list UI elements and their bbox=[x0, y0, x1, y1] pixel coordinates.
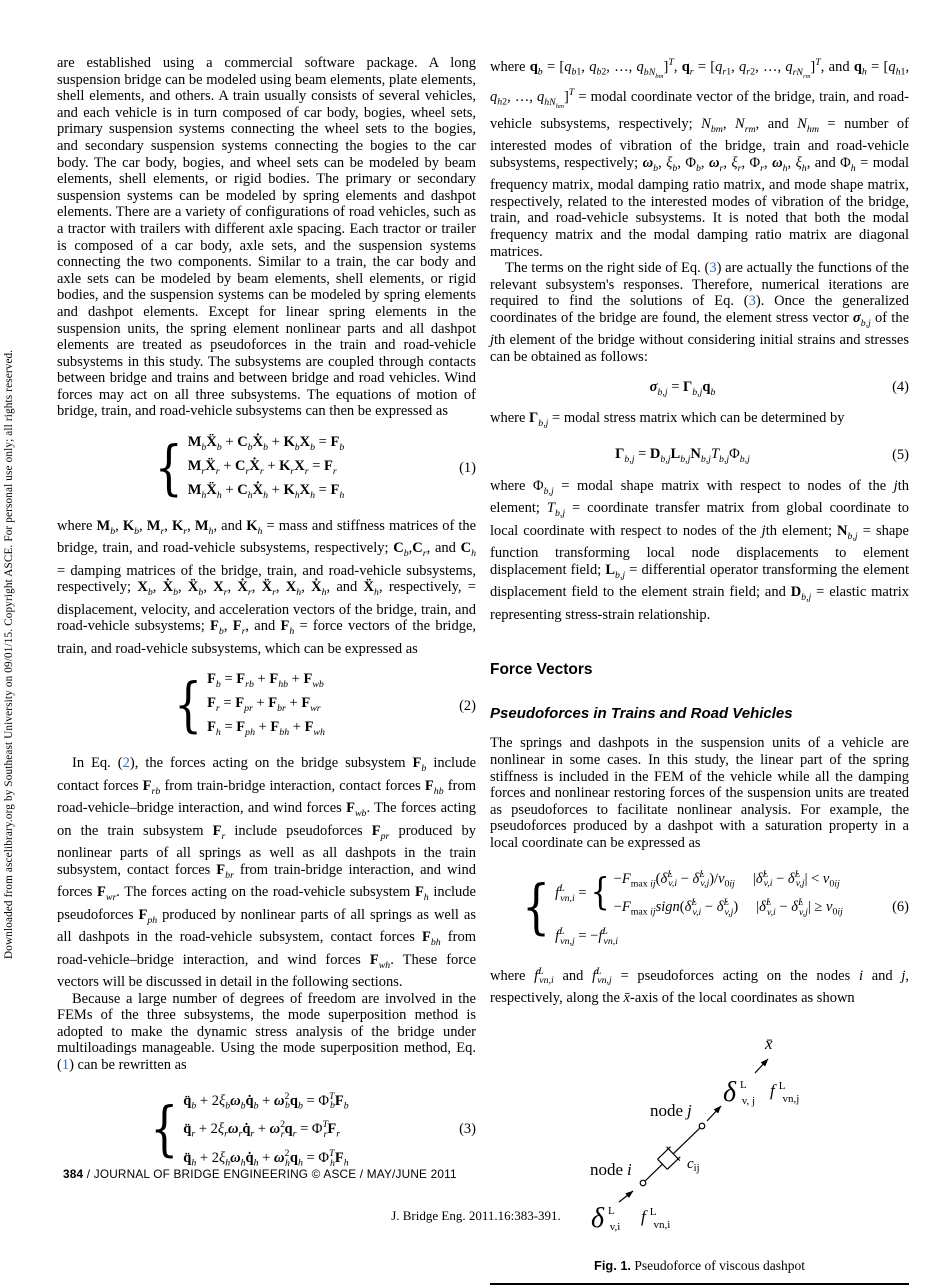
running-footer bbox=[63, 1167, 457, 1181]
equation-number: (5) bbox=[892, 446, 909, 463]
paragraph: The springs and dashpots in the suspension units of a vehicle are nonlinear in some cases. In this study, the linear part of the spring stiffness is included in the FEM of the vehicle while all the damping forces and nonlinear restoring forces of the suspension units are treated as pseudoforces to facilitate nonlinear analysis. For example, the pseudoforces produced by a dashpot with a saturation property in a local coordinate can be expressed as bbox=[490, 735, 909, 851]
equation-condition: |δ̇$^L_{v,i}$ − δ̇$^L_{v,j}$| < $\nu_{0ij}$ bbox=[752, 868, 840, 890]
equation-line: $M_rẌ_r$ + $C_rẊ_r + K_rX_r = F_r$ bbox=[187, 457, 337, 477]
equation-number: (3) bbox=[459, 1121, 476, 1138]
equation-line: $f^L_{vn,j} = -f^L_{vn,i}$ bbox=[555, 926, 618, 947]
section-heading: Force Vectors bbox=[490, 661, 593, 679]
left-column bbox=[57, 55, 476, 1285]
equation-condition: |δ̇$^L_{v,i}$ − δ̇$^L_{v,j}$| ≥ $\nu_{0ij}$ bbox=[756, 897, 843, 919]
equation-5 bbox=[490, 446, 909, 465]
dashpot-element bbox=[634, 1117, 710, 1192]
right-column bbox=[490, 55, 909, 1285]
paragraph: are established using a commercial software package. A long suspension bridge can be modeled using beam elements, plate elements, shell elements, and others. A train usually consists of several vehicles, and each vehicle is in turn composed of car body, bogies, wheel sets, primary suspension systems connecting the wheel sets to the bogies, and secondary suspension systems connecting the bogies to the car body. The car body, bogies, and wheel sets can be modeled by beam elements, shell elements, or rigid bodies. The primary or secondary suspension systems can be modeled by spring elements and dashpot elements. There are a variety of configurations of road vehicles, such as a tractor with trailers with different axle spacing. Each tractor or trailer is composed of a car body, axle sets, and the suspension systems connecting the two components. Similar to a train, the car body and axle sets can be modeled by beam elements, shell elements, or rigid bodies, and the suspension systems can be modeled by spring elements and dashpot elements. Except for linear spring elements in the suspension units, the spring element nonlinear parts and all dashpot elements are treated as pseudoforces in the train and road-vehicle subsystems in this study. The subsystems are coupled through contacts between bridge and trains and between bridge and road vehicles. Wind forces may act on all three subsystems. The equations of motion of bridge, train, and road-vehicle subsystems can then be expressed as bbox=[57, 55, 476, 420]
equation-4 bbox=[490, 379, 909, 398]
left-brace: { bbox=[174, 671, 203, 741]
f-vni-label: f $^L$ vn,i bbox=[640, 1205, 670, 1231]
equation-3 bbox=[57, 1087, 476, 1173]
equation-line: $f^L_{vn,i}$ = bbox=[555, 882, 587, 904]
paragraph: In Eq. (2), the forces acting on the bridge subsystem $F_b$ include contact forces $F_{rb}$ from train-bridge interaction, contact forces $F_{hb}$ from road-vehicle–bridge interaction, and wind forces $F_{wb}$. The forces acting on the train subsystem $F_r$ include pseudoforces $F_{pr}$ produced by nonlinear parts of all springs as well as all dashpots in the train subsystem, contact forces $F_{br}$ from train-bridge interaction, and wind forces $F_{wr}$. The forces acting on the road-vehicle subsystem $F_h$ include pseudoforces $F_{ph}$ produced by nonlinear parts of all springs as well as all dashpots in the road-vehicle subsystem, contact forces $F_{bh}$ from road-vehicle–bridge interaction, and wind forces $F_{wh}$. These force vectors will be discussed in detail in the following sections. bbox=[57, 755, 477, 991]
figure-caption-text: Pseudoforce of viscous dashpot bbox=[634, 1257, 805, 1273]
paragraph: The terms on the right side of Eq. (3) are actually the functions of the relevant subsystem's responses. Therefore, numerical iterations are required to find the solutions of Eq. (3). Once the generalized coordinates of the bridge are found, the element stress vector $\sigma_{b,j}$ of the jth element of the bridge without considering initial strains and stresses can be obtained as follows: bbox=[490, 260, 910, 365]
equation-line: $\Gamma_{b,j} = D_{b,j}L_{b,j}N_{b,j}T_{b,j}\Phi_{b,j}$ bbox=[615, 445, 750, 465]
paragraph: where $M_b$, $K_b$, $M_r$, $K_r$, $M_h$, and $K_h$ = mass and stiffness matrices of the bridge, train, and road-vehicle subsystems, respectively; $C_b,C_r$, and $C_h$ = damping matrices of the bridge, train, and road-vehicle subsystems, respectively; $X_b$, Ẋ$_b$, Ẍ$_b$, $X_r$, Ẋ$_r$, Ẍ$_r$, $X_h$, Ẋ$_h$, and Ẍ$_h$, respectively, = displacement, velocity, and acceleration vectors of the bridge, train, and road-vehicle subsystems; $F_b$, $F_r$, and $F_h$ = force vectors of the bridge, train, and road-vehicle subsystems, which can be expressed as bbox=[57, 517, 477, 657]
two-column-layout bbox=[57, 55, 909, 1285]
equation-reference-link[interactable]: 2 bbox=[122, 755, 130, 772]
equation-number: (4) bbox=[892, 379, 909, 396]
figure-caption bbox=[490, 1258, 909, 1274]
equation-number: (6) bbox=[892, 899, 909, 916]
delta-vj-label: δ $^L$ v, j bbox=[722, 1076, 755, 1108]
paragraph: where $\Gamma_{b,j}$ = modal stress matrix which can be determined by bbox=[490, 410, 845, 430]
equation-line: $q̈_r$ + $2\xi_r\omega_rq̇_r + \omega^2_rq_r = \Phi^T_rF_r$ bbox=[183, 1119, 341, 1141]
equation-line: $M_bẌ_b$ + $C_bẊ_b + K_bX_b = F_b$ bbox=[187, 434, 345, 453]
equation-reference-link[interactable]: 1 bbox=[61, 1057, 70, 1074]
equation-number: (1) bbox=[459, 460, 476, 477]
xbar-label: x̄ bbox=[764, 1033, 773, 1053]
paragraph: where $f^L_{vn,i}$ and $f^L_{vn,j}$ = pseudoforces acting on the nodes i and j, respectively, along the x̄-axis of the local coordinates as shown bbox=[490, 965, 910, 1007]
left-brace: { bbox=[154, 433, 183, 503]
paragraph: where $\Phi_{b,j}$ = modal shape matrix with respect to nodes of the jth element; $T_{b,j}$ = coordinate transfer matrix from global coordinate to local coordinate with respect to nodes of the jth element; $N_{b,j}$ = shape function transforming local node displacements to element displacement field; $L_{b,j}$ = differential operator transforming the element displacement field to the element strain field; and $D_{b,j}$ = elastic matrix representing stress-strain relationship. bbox=[490, 477, 910, 623]
node-j-label: node j bbox=[649, 1100, 692, 1120]
left-brace: { bbox=[522, 872, 551, 942]
equation-6 bbox=[490, 865, 909, 951]
sidebar-copyright-text: Downloaded from ascelibrary.org by Southeast University on 09/01/15. Copyright ASCE. For personal use only; all rights reserved. bbox=[3, 349, 15, 959]
equation-line: $\sigma_{b,j} = \Gamma_{b,j}q_b$ bbox=[649, 378, 716, 398]
equation-1 bbox=[57, 433, 476, 505]
equation-line: $M_hẌ_h$ + $C_hẊ_h + K_hX_h = F_h$ bbox=[187, 481, 345, 501]
equation-line: $F_b = F_{rb} + F_{hb} + F_{wb}$ bbox=[207, 671, 324, 691]
xbar-axis-arrow bbox=[755, 1059, 768, 1073]
inner-brace: { bbox=[590, 870, 610, 915]
left-brace: { bbox=[150, 1094, 179, 1164]
paragraph: where $q_b = [q_{b1}$, $q_{b2}$, …, $q_{bN_{bm}}]^T$, $q_r = [q_{r1}$, $q_{r2}$, …, $q_{rN_{rm}}]^T$, and $q_h = [q_{h1}$, $q_{h2}$, …, $q_{hN_{hm}}]^T$ = modal coordinate vector of the bridge, train, and road-vehicle subsystems, respectively; $N_{bm}$, $N_{rm}$, and $N_{hm}$ = number of interested modes of vibration of the bridge, train and road-vehicle subsystems, respectively; $\omega_b$, $\xi_b$, $\Phi_b$, $\omega_r$, $\xi_r$, $\Phi_r$, $\omega_h$, $\xi_h$, and $\Phi_h$ = modal frequency matrix, modal damping ratio matrix, and mode shape matrix, respectively, related to the interested modes of vibration of the bridge, train, and road-vehicle subsystems. It is noted that both the modal frequency matrix and the modal damping ratio matrix are diagonal matrices. bbox=[490, 57, 910, 260]
equation-line: $F_h = F_{ph} + F_{bh} + F_{wh}$ bbox=[207, 719, 325, 739]
section-divider-rule bbox=[490, 1283, 909, 1285]
figure-caption-label: Fig. 1. bbox=[594, 1257, 631, 1273]
paragraph: Because a large number of degrees of freedom are involved in the FEMs of the three subsystems, the mode superposition method is adopted to make the dynamic stress analysis of the bridge under multiloadings manageable. Using the mode superposition method, Eq. (1) can be rewritten as bbox=[57, 990, 476, 1074]
equation-case: $-F_{max ij}sign(\deltȧ^L_{v,i}$ − δ̇$^L_{v,j}$) bbox=[613, 897, 739, 919]
delta-vi-label: δ $^L$ v,i bbox=[590, 1202, 620, 1234]
subsection-heading: Pseudoforces in Trains and Road Vehicles bbox=[490, 705, 793, 723]
equation-reference-link[interactable]: 3 bbox=[709, 260, 717, 277]
equation-line: $F_r = F_{pr} + F_{br} + F_{wr}$ bbox=[207, 695, 321, 715]
equation-2 bbox=[57, 670, 476, 742]
delta-vi-arrow bbox=[619, 1191, 633, 1202]
damping-coefficient-label: cij bbox=[686, 1155, 700, 1174]
delta-vj-arrow bbox=[707, 1106, 721, 1121]
equation-number: (2) bbox=[459, 697, 476, 714]
equation-reference-link[interactable]: 3 bbox=[748, 293, 756, 310]
equation-case: $-F_{max ij}(\deltȧ^L_{v,i}$ − $\deltȧ^L_{v,j})/\nu_{0ij}$ bbox=[613, 868, 735, 890]
equation-line: $q̈_b$ + $2\xi_b\omega_bq̇_b + \omega^2_bq_b = \Phi^T_bF_b$ bbox=[183, 1090, 349, 1112]
page-number: 384 bbox=[63, 1167, 84, 1181]
equation-line: $q̈_h$ + $2\xi_h\omega_hq̇_h + \omega^2_hq_h = \Phi^T_hF_h$ bbox=[183, 1148, 349, 1169]
node-i-label: node i bbox=[589, 1159, 632, 1179]
journal-name: / JOURNAL OF BRIDGE ENGINEERING © ASCE / MAY/JUNE 2011 bbox=[83, 1167, 457, 1181]
citation-line: J. Bridge Eng. 2011.16:383-391. bbox=[391, 1208, 561, 1223]
f-vnj-label: f $^L$ vn,j bbox=[769, 1079, 799, 1105]
